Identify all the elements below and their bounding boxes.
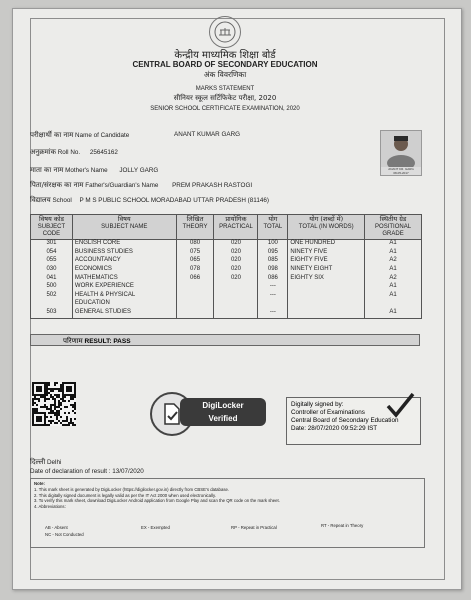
column-header-english: TOTAL (IN WORDS) [298, 223, 354, 230]
subject-name: HEALTH & PHYSICAL [72, 292, 176, 301]
total-in-words [288, 300, 365, 309]
digilocker-label [180, 398, 266, 426]
father-name-row [30, 181, 252, 190]
abbrev-rt: RT - Repeat in Theory [321, 523, 364, 528]
column-header-hindi: विषय [117, 215, 131, 223]
subject-code [31, 300, 73, 309]
declaration-row [30, 468, 144, 475]
total-marks: 086 [258, 275, 288, 284]
declaration-label: Date of declaration of result : [30, 468, 111, 475]
table-row [31, 266, 422, 275]
signature-line2: Controller of Examinations [291, 409, 365, 416]
notes-box [30, 478, 425, 548]
subject-name: EDUCATION [72, 300, 176, 309]
column-header [258, 215, 288, 240]
notes-title: Note: [34, 481, 45, 486]
table-row [31, 257, 422, 266]
column-header-english: SUBJECT CODE [37, 223, 66, 237]
column-header-english: TOTAL [263, 223, 283, 230]
abbrev-ab: AB - Absent [45, 525, 68, 530]
subject-code: 502 [31, 292, 73, 301]
positional-grade: A1 [365, 240, 422, 249]
total-in-words: EIGHTY SIX [288, 275, 365, 284]
practical-marks: 020 [214, 249, 258, 258]
practical-marks: 020 [214, 240, 258, 249]
column-header [176, 215, 214, 240]
subject-code: 503 [31, 309, 73, 318]
total-in-words: EIGHTY FIVE [288, 257, 365, 266]
abbrev-ex: EX - Exempted [141, 525, 170, 530]
cbse-emblem-icon [209, 16, 241, 48]
theory-marks [176, 292, 214, 301]
theory-marks: 080 [176, 240, 214, 249]
result-value: PASS [113, 338, 131, 345]
candidate-name-row [30, 131, 241, 140]
candidate-name-value: ANANT KUMAR GARG [174, 131, 241, 138]
note-line: 3. To verify this mark sheet, download DigiLocker Android application from Google Play and scan the QR code on the mark sheet. [34, 498, 280, 504]
roll-value: 25645162 [89, 149, 118, 156]
note-line: 1. This mark sheet is generated by DigiLocker (https://digilocker.gov.in) directly from CBSE's database. [34, 486, 230, 492]
practical-marks [214, 309, 258, 318]
column-header [72, 215, 176, 240]
subject-name: ECONOMICS [72, 266, 176, 275]
signature-date: Date: 28/07/2020 09:52:29 IST [291, 425, 378, 432]
column-header-english: PRACTICAL [219, 223, 253, 230]
marks-statement-title: MARKS STATEMENT [195, 86, 255, 92]
place-en: Delhi [47, 459, 62, 466]
roll-label: Roll No. [57, 149, 81, 156]
place-hindi: दिल्ली [30, 458, 46, 466]
father-label-hindi: पिता/संरक्षक का नाम [30, 181, 84, 189]
column-header [365, 215, 422, 240]
total-marks: --- [258, 283, 288, 292]
total-marks: 100 [258, 240, 288, 249]
column-header-hindi: योग [268, 215, 278, 223]
theory-marks [176, 300, 214, 309]
digilocker-line1: DigiLocker [202, 401, 244, 410]
positional-grade: A1 [365, 292, 422, 301]
column-header-hindi: प्रायोगिक [225, 215, 247, 223]
place-row [30, 458, 61, 467]
subject-code: 041 [31, 275, 73, 284]
abbrev-nc: NC - Not Conducted [45, 532, 84, 537]
total-marks: --- [258, 292, 288, 301]
positional-grade: A1 [365, 249, 422, 258]
column-header-english: POSITIONAL GRADE [375, 223, 412, 237]
total-in-words [288, 309, 365, 318]
table-row [31, 300, 422, 309]
photo-date: 08-05-2017 [393, 171, 409, 175]
table-row [31, 292, 422, 301]
positional-grade: A1 [365, 309, 422, 318]
subject-name: WORK EXPERIENCE [72, 283, 176, 292]
school-value: P M S PUBLIC SCHOOL MORADABAD UTTAR PRADESH (81146) [79, 197, 269, 204]
total-in-words: NINETY EIGHT [288, 266, 365, 275]
total-in-words: ONE HUNDRED [288, 240, 365, 249]
column-header-english: THEORY [182, 223, 208, 230]
mother-label: Mother's Name [65, 167, 108, 174]
marks-table [30, 214, 422, 319]
theory-marks [176, 283, 214, 292]
subject-name: ACCOUNTANCY [72, 257, 176, 266]
school-label-hindi: विद्यालय [30, 196, 51, 204]
column-header-hindi: लिखित [186, 215, 204, 223]
table-row [31, 309, 422, 318]
theory-marks: 065 [176, 257, 214, 266]
marks-statement-hindi: अंक विवरणिका [203, 70, 247, 79]
practical-marks [214, 292, 258, 301]
subject-name: MATHEMATICS [72, 275, 176, 284]
total-in-words [288, 283, 365, 292]
column-header [214, 215, 258, 240]
positional-grade: A1 [365, 266, 422, 275]
board-name-hindi: केन्द्रीय माध्यमिक शिक्षा बोर्ड [174, 50, 276, 61]
practical-marks: 020 [214, 257, 258, 266]
table-row [31, 249, 422, 258]
qr-code-icon [32, 382, 76, 426]
column-header [31, 215, 73, 240]
mother-label-hindi: माता का नाम [30, 166, 64, 174]
subject-code: 054 [31, 249, 73, 258]
practical-marks: 020 [214, 266, 258, 275]
school-label: School [52, 197, 72, 204]
column-header-hindi: योग (शब्दों में) [309, 215, 344, 223]
note-line: 4. Abbreviations: [34, 504, 66, 510]
father-value: PREM PRAKASH RASTOGI [172, 182, 253, 189]
photo-caption: ANANT KR. GARG [388, 167, 414, 171]
digilocker-verified-badge [150, 392, 268, 434]
theory-marks: 066 [176, 275, 214, 284]
total-marks [258, 300, 288, 309]
column-header-english: SUBJECT NAME [101, 223, 148, 230]
roll-label-hindi: अनुक्रमांक [30, 148, 56, 156]
signature-line1: Digitally signed by: [291, 401, 344, 408]
subject-code: 500 [31, 283, 73, 292]
positional-grade [365, 300, 422, 309]
total-marks: 098 [258, 266, 288, 275]
subject-name: GENERAL STUDIES [72, 309, 176, 318]
theory-marks [176, 309, 214, 318]
table-row [31, 283, 422, 292]
note-line: 2. This digitally signed document is legally valid as per the IT Act 2000 when used electronically. [34, 492, 217, 498]
result-label-hindi: परिणाम [63, 337, 83, 345]
column-header-hindi: स्थितीय ग्रेड [379, 215, 407, 223]
total-in-words: NINETY FIVE [288, 249, 365, 258]
result-label: RESULT: [84, 338, 112, 345]
practical-marks [214, 300, 258, 309]
signature-line3: Central Board of Secondary Education [291, 417, 399, 424]
total-marks: 095 [258, 249, 288, 258]
practical-marks [214, 283, 258, 292]
marks-table-header [31, 215, 422, 240]
total-marks: 085 [258, 257, 288, 266]
digilocker-line2: Verified [208, 414, 238, 423]
column-header-hindi: विषय कोड [38, 215, 64, 223]
positional-grade: A2 [365, 275, 422, 284]
candidate-name-label-hindi: परीक्षार्थी का नाम [30, 131, 74, 139]
abbrev-rp: RP - Repeat in Practical [231, 525, 277, 530]
result-bar [30, 334, 420, 346]
subject-name: ENGLISH CORE [72, 240, 176, 249]
total-in-words [288, 292, 365, 301]
exam-name: SENIOR SCHOOL CERTIFICATE EXAMINATION, 2020 [150, 106, 300, 112]
subject-name: BUSINESS STUDIES [72, 249, 176, 258]
subject-code: 301 [31, 240, 73, 249]
candidate-name-label: Name of Candidate [75, 132, 130, 139]
column-header [288, 215, 365, 240]
positional-grade: A1 [365, 283, 422, 292]
theory-marks: 075 [176, 249, 214, 258]
board-name: CENTRAL BOARD OF SECONDARY EDUCATION [132, 60, 318, 69]
mother-value: JOLLY GARG [119, 167, 159, 174]
practical-marks: 020 [214, 275, 258, 284]
table-row [31, 275, 422, 284]
total-marks: --- [258, 309, 288, 318]
subject-code: 055 [31, 257, 73, 266]
theory-marks: 078 [176, 266, 214, 275]
exam-name-hindi: सीनियर स्कूल सर्टिफिकेट परीक्षा, 2020 [173, 94, 277, 102]
roll-number-row [30, 148, 118, 157]
father-label: Father's/Guardian's Name [85, 182, 159, 189]
school-row [30, 196, 269, 205]
checkmark-icon [385, 392, 415, 418]
subject-code: 030 [31, 266, 73, 275]
candidate-photo [380, 130, 422, 176]
declaration-value: 13/07/2020 [112, 468, 144, 475]
table-row [31, 240, 422, 249]
mother-name-row [30, 166, 158, 175]
positional-grade: A2 [365, 257, 422, 266]
